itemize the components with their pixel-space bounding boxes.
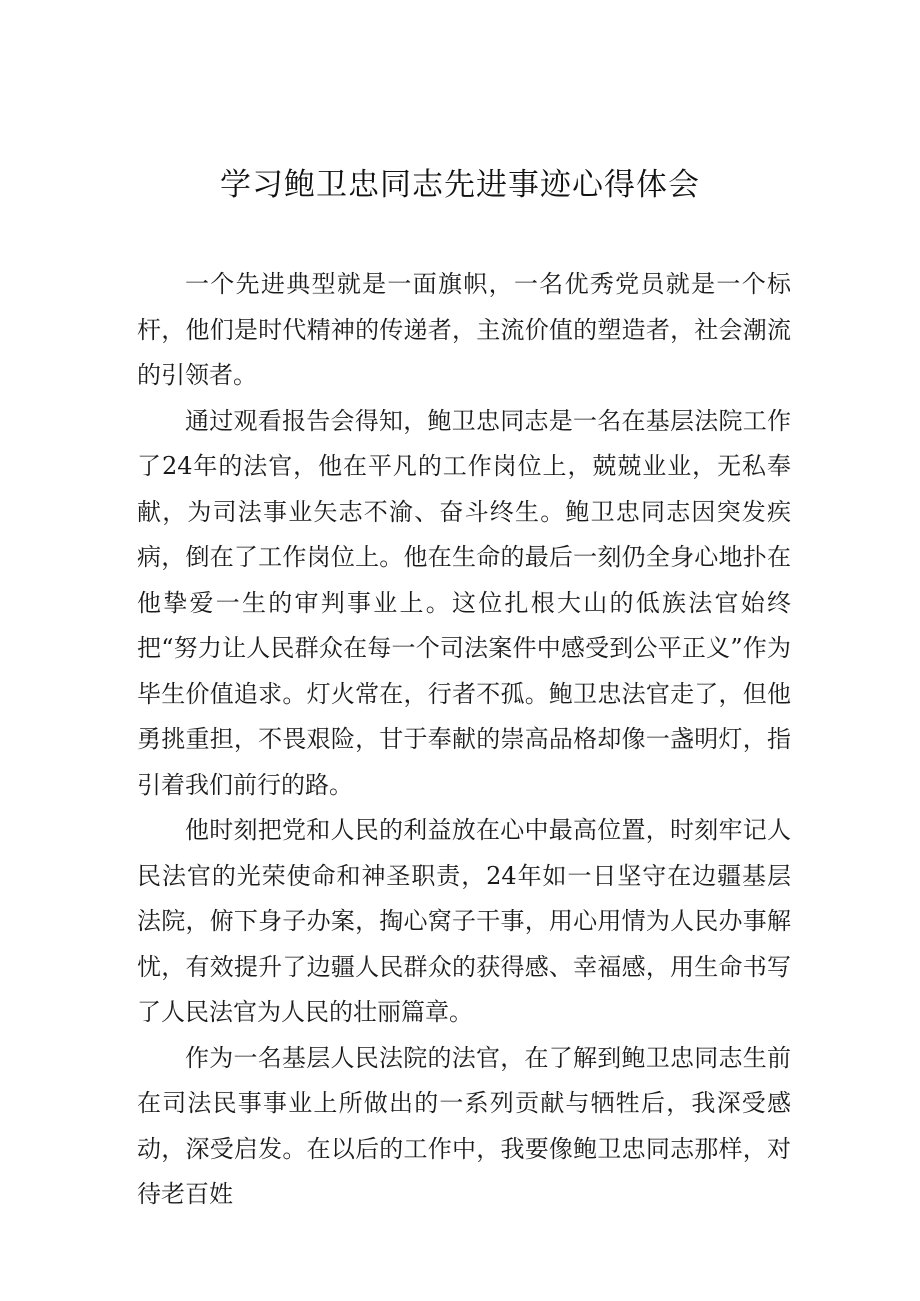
paragraph-3: 他时刻把党和人民的利益放在心中最高位置，时刻牢记人民法官的光荣使命和神圣职责，24年如一日坚守在边疆基层法院，俯下身子办案，掏心窝子干事，用心用情为人民办事解忧，有效提升了边疆人民群众的获得感、幸福感，用生命书写了人民法官为人民的壮丽篇章。 <box>137 816 791 1026</box>
paragraph-4: 作为一名基层人民法院的法官，在了解到鲍卫忠同志生前在司法民事事业上所做出的一系列贡献与牺牲后，我深受感动，深受启发。在以后的工作中，我要像鲍卫忠同志那样，对待老百姓 <box>137 1043 791 1208</box>
document-body <box>137 262 791 1218</box>
document-title: 学习鲍卫忠同志先进事迹心得体会 <box>220 167 700 203</box>
paragraph-2: 通过观看报告会得知，鲍卫忠同志是一名在基层法院工作了24年的法官，他在平凡的工作岗位上，兢兢业业，无私奉献，为司法事业矢志不渝、奋斗终生。鲍卫忠同志因突发疾病，倒在了工作岗位上。他在生命的最后一刻仍全身心地扑在他挚爱一生的审判事业上。这位扎根大山的低族法官始终把“努力让人民群众在每一个司法案件中感受到公平正义”作为毕生价值追求。灯火常在，行者不孤。鲍卫忠法官走了，但他勇挑重担，不畏艰险，甘于奉献的崇高品格却像一盏明灯，指引着我们前行的路。 <box>137 406 791 799</box>
paragraph-1: 一个先进典型就是一面旗帜，一名优秀党员就是一个标杆，他们是时代精神的传递者，主流价值的塑造者，社会潮流的引领者。 <box>137 270 791 389</box>
